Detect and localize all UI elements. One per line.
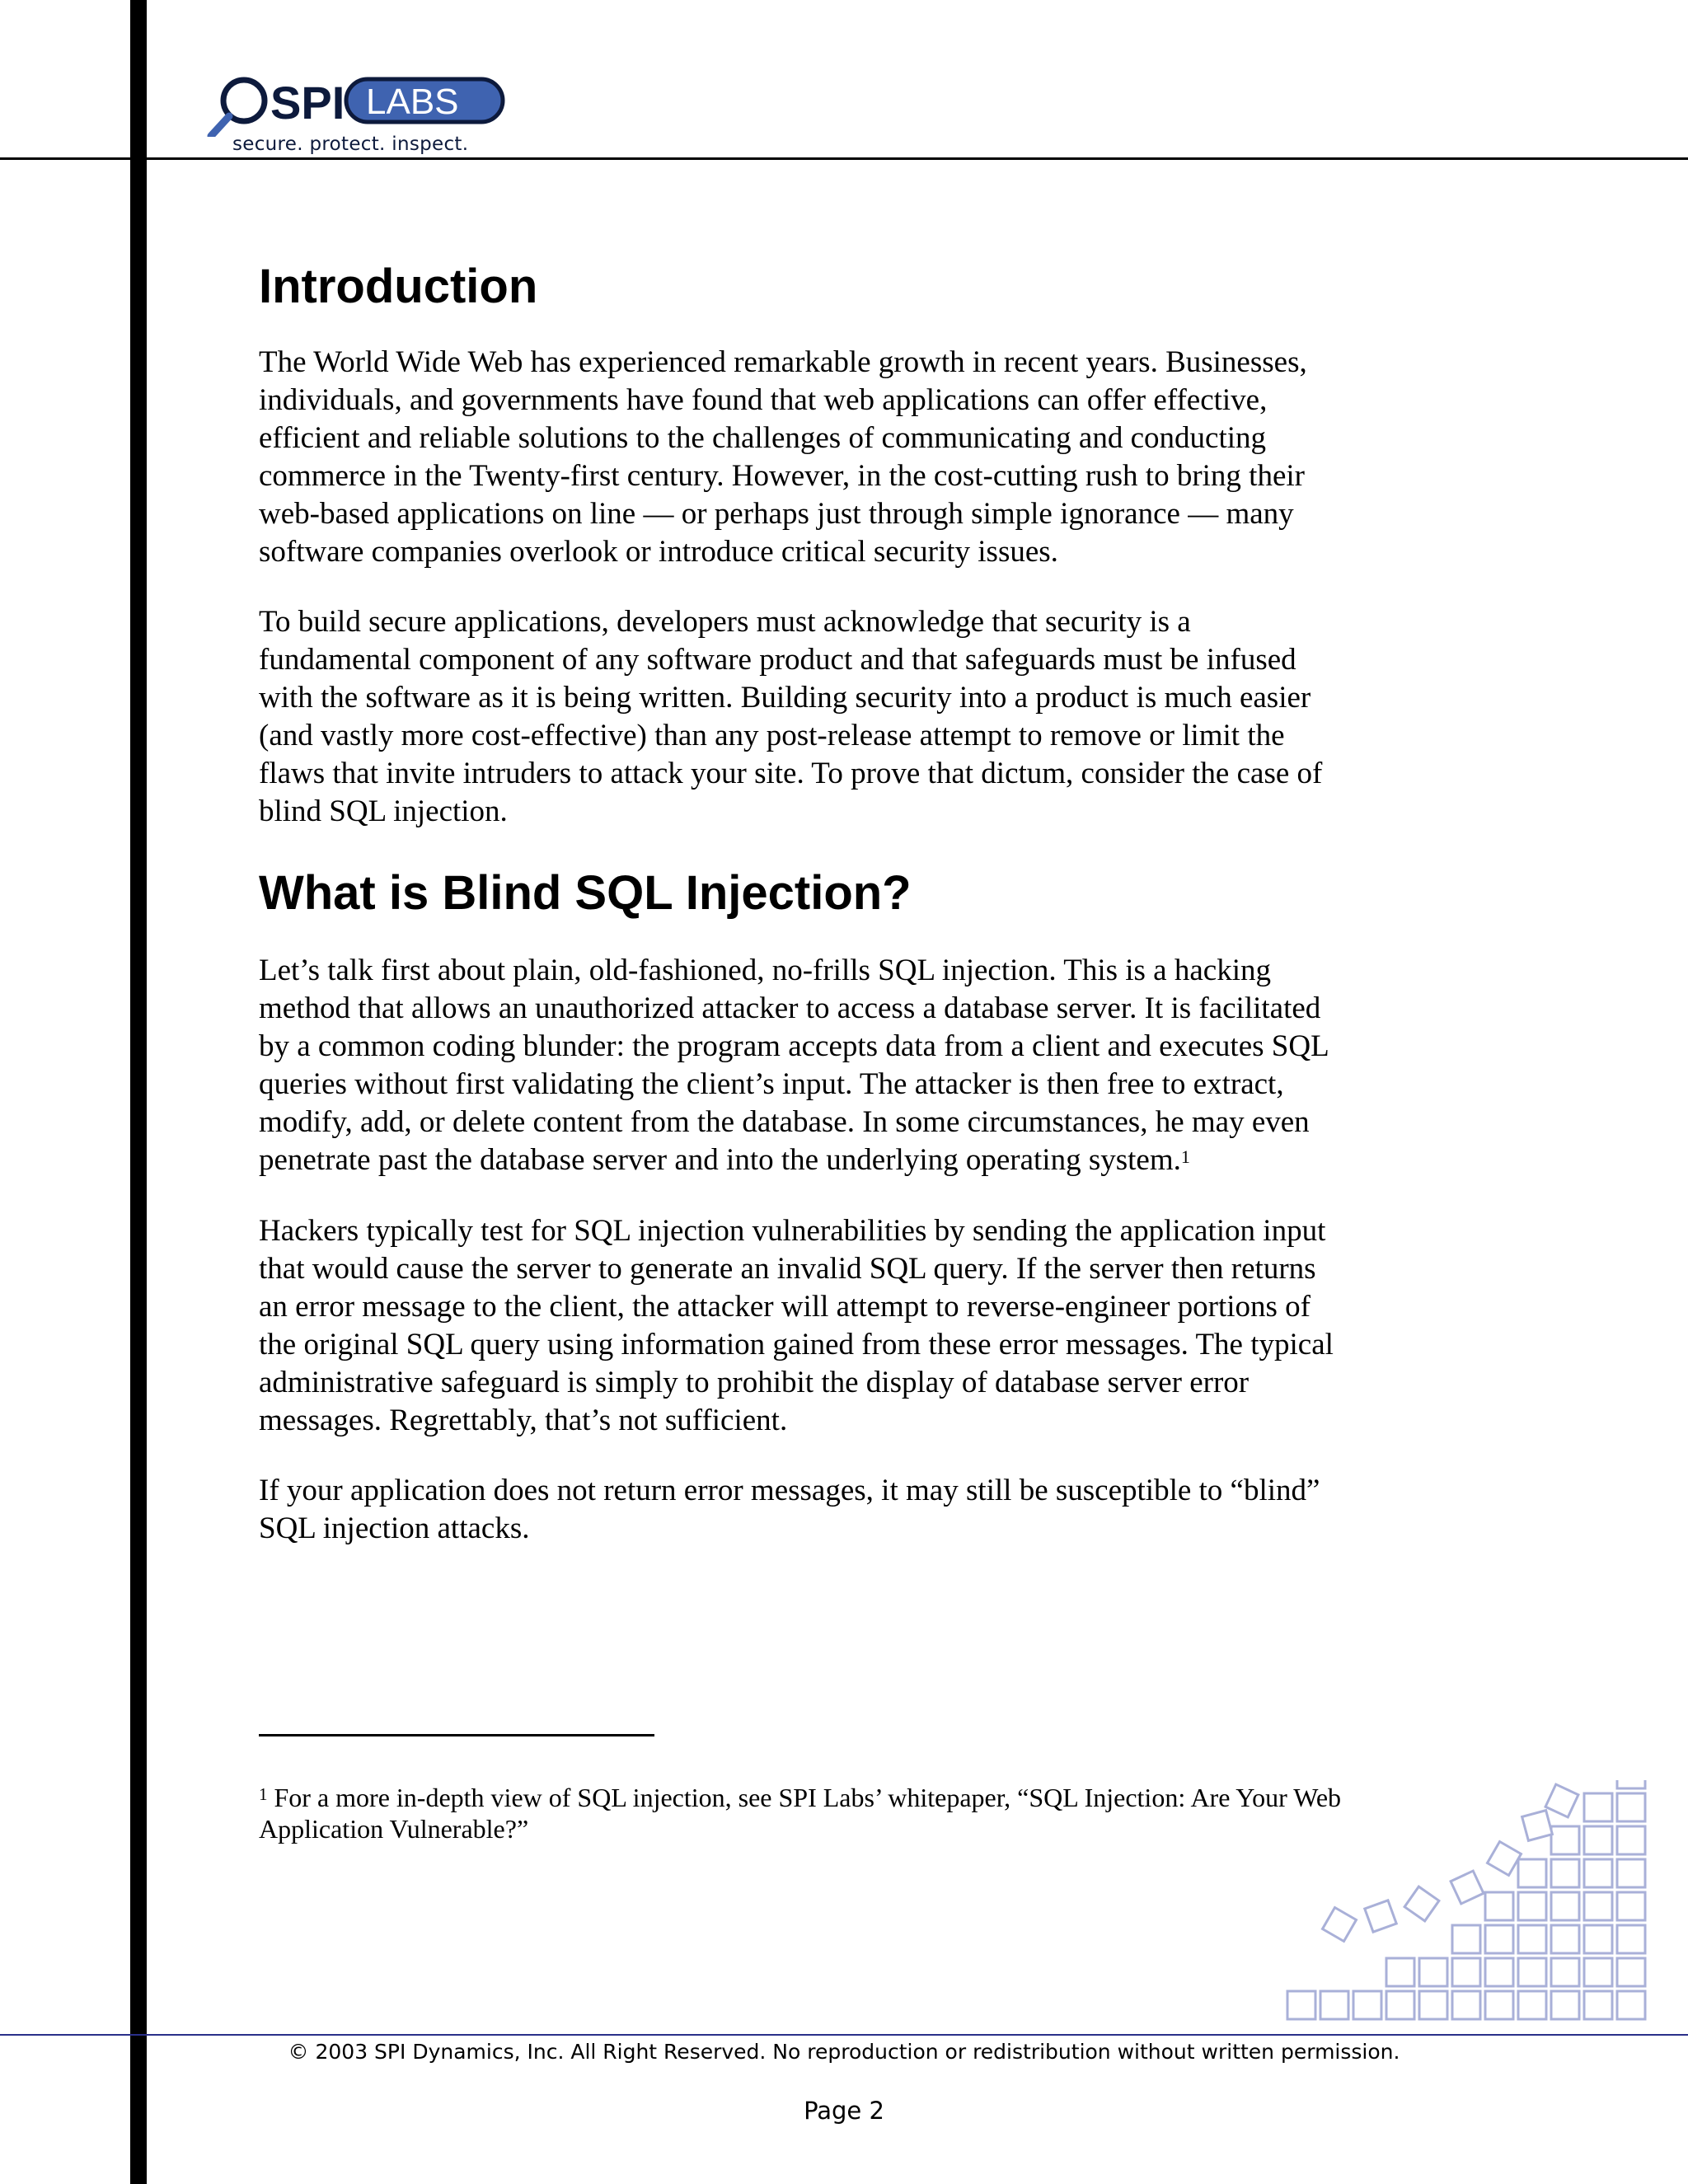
- decorative-tilted-square: [1545, 1784, 1578, 1817]
- decorative-square: [1419, 1991, 1447, 2019]
- text-line: an error message to the client, the attacker will attempt to reverse-engineer portions of: [259, 1290, 1311, 1324]
- decorative-square: [1485, 1958, 1513, 1986]
- heading-introduction: Introduction: [259, 260, 538, 313]
- paragraph-blind-1: [259, 952, 1446, 1179]
- paragraph-blind-3: [259, 1472, 1446, 1548]
- text-line: SQL injection attacks.: [259, 1511, 530, 1545]
- text-line: that would cause the server to generate an invalid SQL query. If the server then returns: [259, 1252, 1316, 1286]
- decorative-square: [1617, 1991, 1645, 2019]
- decorative-square: [1485, 1991, 1513, 2019]
- decorative-square: [1617, 1780, 1645, 1788]
- logo-tagline: secure. protect. inspect.: [232, 134, 469, 155]
- footnote-reference[interactable]: 1: [1180, 1146, 1190, 1167]
- footnote-text: For a more in-depth view of SQL injection, see SPI Labs’ whitepaper, “SQL Injection: Are Your Web: [274, 1783, 1342, 1812]
- decorative-square: [1617, 1826, 1645, 1854]
- decorative-square: [1617, 1925, 1645, 1953]
- decorative-square: [1617, 1892, 1645, 1920]
- decorative-square: [1584, 1991, 1612, 2019]
- page-number: Page 2: [804, 2097, 884, 2125]
- decorative-tilted-square: [1365, 1900, 1396, 1932]
- decorative-square: [1419, 1958, 1447, 1986]
- footer-rule: [0, 2034, 1688, 2036]
- decorative-square: [1485, 1925, 1513, 1953]
- decorative-square: [1518, 1958, 1546, 1986]
- text-line: by a common coding blunder: the program accepts data from a client and executes SQL: [259, 1029, 1329, 1063]
- decorative-tilted-square: [1522, 1811, 1553, 1841]
- decorative-square: [1584, 1958, 1612, 1986]
- footnote-marker: 1: [259, 1784, 268, 1804]
- text-line: fundamental component of any software product and that safeguards must be infused: [259, 643, 1296, 677]
- copyright-notice: © 2003 SPI Dynamics, Inc. All Right Reserved. No reproduction or redistribution without written permission.: [288, 2040, 1400, 2064]
- decorative-square: [1617, 1859, 1645, 1887]
- decorative-square: [1551, 1925, 1579, 1953]
- decorative-square: [1518, 1925, 1546, 1953]
- decorative-square: [1551, 1859, 1579, 1887]
- decorative-square: [1617, 1793, 1645, 1821]
- decorative-square: [1452, 1958, 1480, 1986]
- text-line: flaws that invite intruders to attack your site. To prove that dictum, consider the case of: [259, 757, 1323, 790]
- decorative-square: [1518, 1991, 1546, 2019]
- text-line: blind SQL injection.: [259, 794, 508, 828]
- text-line: software companies overlook or introduce critical security issues.: [259, 535, 1058, 569]
- text-line: penetrate past the database server and into the underlying operating system.: [259, 1143, 1181, 1177]
- spi-labs-logo: [206, 71, 511, 160]
- decorative-tilted-square: [1404, 1886, 1439, 1921]
- decorative-square: [1485, 1892, 1513, 1920]
- decorative-square: [1551, 1958, 1579, 1986]
- decorative-square: [1386, 1991, 1414, 2019]
- text-line: efficient and reliable solutions to the challenges of communicating and conducting: [259, 421, 1267, 455]
- decorative-square: [1452, 1925, 1480, 1953]
- text-line: queries without first validating the client’s input. The attacker is then free to extract,: [259, 1067, 1284, 1101]
- decorative-square: [1518, 1859, 1546, 1887]
- text-line: administrative safeguard is simply to prohibit the display of database server error: [259, 1366, 1250, 1399]
- decorative-blocks-graphic: [1278, 1780, 1657, 2027]
- footnote-line: Application Vulnerable?”: [259, 1814, 529, 1844]
- decorative-square: [1287, 1991, 1315, 2019]
- footnote-separator: [259, 1734, 654, 1736]
- heading-blind-sql-injection: What is Blind SQL Injection?: [259, 866, 912, 920]
- text-line: the original SQL query using information gained from these error messages. The typical: [259, 1328, 1334, 1361]
- paragraph-intro-2: [259, 603, 1446, 831]
- text-line: If your application does not return error messages, it may still be susceptible to “blind”: [259, 1474, 1320, 1507]
- decorative-tilted-square: [1488, 1842, 1522, 1876]
- decorative-tilted-square: [1323, 1908, 1357, 1942]
- left-margin-bar: [130, 0, 147, 2184]
- text-line: Hackers typically test for SQL injection vulnerabilities by sending the application input: [259, 1214, 1326, 1248]
- text-line: with the software as it is being written. Building security into a product is much easier: [259, 681, 1311, 715]
- text-line-with-footnote: [259, 1141, 1446, 1179]
- footnote-line: [259, 1782, 1446, 1813]
- text-line: modify, add, or delete content from the database. In some circumstances, he may even: [259, 1105, 1310, 1139]
- decorative-square: [1584, 1793, 1612, 1821]
- decorative-square: [1584, 1892, 1612, 1920]
- paragraph-intro-1: [259, 344, 1446, 571]
- paragraph-blind-2: [259, 1212, 1446, 1440]
- text-line: individuals, and governments have found that web applications can offer effective,: [259, 383, 1268, 417]
- text-line: The World Wide Web has experienced remarkable growth in recent years. Businesses,: [259, 345, 1307, 379]
- text-line: To build secure applications, developers must acknowledge that security is a: [259, 605, 1191, 639]
- decorative-square: [1353, 1991, 1381, 2019]
- decorative-square: [1320, 1991, 1348, 2019]
- footnote: [259, 1782, 1446, 1844]
- text-line: commerce in the Twenty-first century. However, in the cost-cutting rush to bring their: [259, 459, 1305, 493]
- decorative-square: [1584, 1925, 1612, 1953]
- decorative-tilted-square: [1451, 1871, 1484, 1904]
- text-line: method that allows an unauthorized attacker to access a database server. It is facilitated: [259, 991, 1321, 1025]
- text-line: (and vastly more cost-effective) than any post-release attempt to remove or limit the: [259, 719, 1285, 752]
- logo-mark: [206, 71, 511, 137]
- text-line: Let’s talk first about plain, old-fashioned, no-frills SQL injection. This is a hacking: [259, 954, 1271, 987]
- decorative-square: [1584, 1859, 1612, 1887]
- text-line: web-based applications on line — or perhaps just through simple ignorance — many: [259, 497, 1294, 531]
- logo-spi-text: SPI: [270, 77, 345, 129]
- decorative-square: [1551, 1991, 1579, 2019]
- decorative-square: [1386, 1958, 1414, 1986]
- decorative-square: [1551, 1826, 1579, 1854]
- decorative-square: [1617, 1958, 1645, 1986]
- decorative-square: [1518, 1892, 1546, 1920]
- logo-labs-text: LABS: [366, 82, 459, 122]
- text-line: messages. Regrettably, that’s not sufficient.: [259, 1404, 788, 1437]
- decorative-square: [1452, 1991, 1480, 2019]
- decorative-square: [1551, 1892, 1579, 1920]
- decorative-square: [1584, 1826, 1612, 1854]
